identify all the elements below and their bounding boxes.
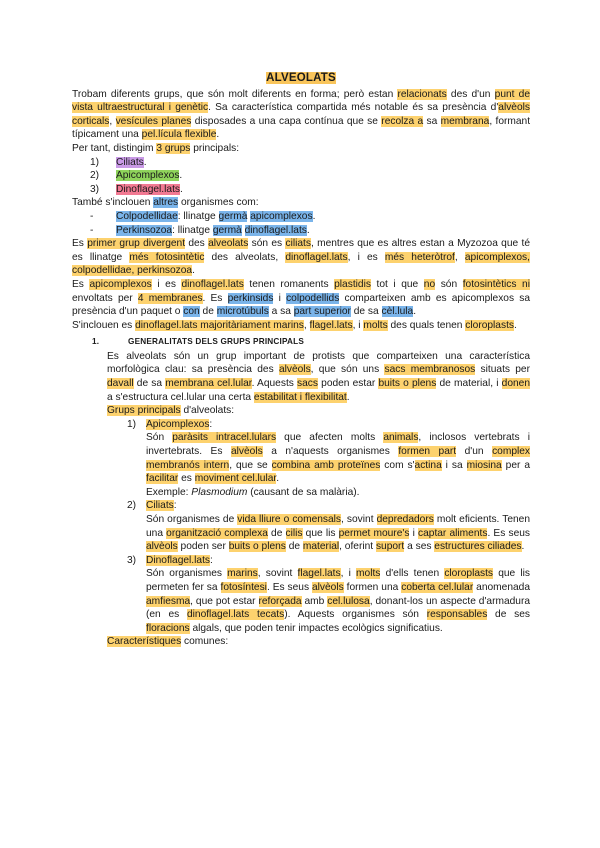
- text-run: Es alveolats són un grup important de protists que comparteixen una característica morfològica clau: sa presència des: [107, 350, 530, 376]
- highlighted-term: paràsits intracel.lulars: [172, 432, 277, 444]
- highlighted-term: floracions: [146, 622, 190, 634]
- text-run: .: [180, 183, 183, 195]
- also-intro-line: [72, 196, 530, 210]
- highlighted-term: vida lliure o comensals: [237, 514, 342, 525]
- text-run: algals, que poden tenir impactes ecològics significatius.: [189, 622, 443, 634]
- highlighted-term: donen: [501, 378, 530, 390]
- text-run: .: [192, 265, 195, 277]
- highlighted-term: Ciliats: [116, 156, 144, 168]
- highlighted-term: més heteròtrof: [384, 251, 455, 263]
- text-run: i: [409, 527, 419, 539]
- highlighted-term: vesícules planes: [115, 115, 192, 127]
- also-list: [72, 210, 530, 237]
- list-item: [72, 224, 530, 238]
- text-run: . Es seus: [266, 581, 312, 593]
- text-run: .: [413, 306, 417, 318]
- text-run: són es: [248, 238, 286, 250]
- section-paragraph: [72, 350, 530, 404]
- subgroup-ciliats-body: [72, 513, 530, 554]
- highlighted-term: dinoflagel.lats majoritàriament marins: [135, 319, 304, 331]
- highlighted-term: combina amb proteïnes: [271, 459, 381, 471]
- text-run: .: [312, 210, 316, 222]
- text-run: i sa: [441, 459, 467, 471]
- highlighted-term: alveolats: [208, 238, 249, 250]
- highlighted-term: Dinoflagel.lats: [116, 183, 180, 195]
- section-heading: 1. GENERALITATS DELS GRUPS PRINCIPALS: [92, 337, 305, 347]
- highlighted-term: flagel.lats: [309, 319, 353, 331]
- highlighted-term: colpodellids: [286, 292, 340, 304]
- highlighted-term: plastidis: [334, 278, 371, 290]
- text-run: a s'estructura cel.lular una certa: [107, 391, 254, 403]
- highlighted-term: depredadors: [376, 514, 434, 525]
- highlighted-term: buits o plens: [378, 378, 437, 390]
- highlighted-term: pel.lícula flexible: [141, 129, 217, 141]
- common-features-line: [72, 635, 530, 649]
- text-run: : llinatge: [172, 224, 213, 236]
- text-run: anomenada: [473, 581, 530, 593]
- list-marker: 2): [90, 170, 100, 182]
- text-run: formen una: [343, 581, 402, 593]
- text-run: poden ser: [177, 541, 229, 553]
- highlighted-term: altres: [153, 197, 179, 209]
- text-run: tot i que: [370, 278, 424, 290]
- highlighted-term: cloroplasts: [444, 568, 494, 580]
- intro-paragraph: [72, 88, 530, 142]
- text-run: de: [199, 306, 217, 318]
- text-run: des d'un: [446, 88, 495, 100]
- subgroup-apicomplexos-body: [72, 431, 530, 485]
- highlighted-term: 4 membranes: [137, 292, 203, 304]
- text-run: es: [178, 473, 195, 485]
- highlighted-term: actina: [414, 459, 442, 471]
- highlighted-term: buits o plens: [228, 541, 286, 553]
- highlighted-term: coberta cel.lular: [401, 581, 474, 593]
- text-run: Són organismes: [146, 568, 228, 580]
- text-run: , i es: [347, 251, 385, 263]
- highlighted-term: Ciliats: [146, 500, 174, 512]
- text-run: comparteixen amb es apicomplexos sa presència d'un paquet o: [72, 292, 530, 318]
- highlighted-term: germà: [218, 210, 248, 222]
- text-run: :: [210, 554, 213, 566]
- text-run: Per tant, distingim: [72, 142, 157, 154]
- highlighted-term: flagel.lats: [297, 568, 341, 580]
- highlighted-term: alvèols corticals: [72, 102, 530, 127]
- highlighted-term: dinoflagel.lats: [181, 278, 244, 290]
- highlighted-term: Apicomplexos: [116, 170, 180, 182]
- subgroup-dinoflagellats-heading: 3) Dinoflagel.lats:: [127, 554, 213, 566]
- highlighted-term: miosina: [466, 459, 502, 471]
- text-run: S'inclouen es: [72, 319, 136, 331]
- highlighted-term: dinoflagel.lats tecats: [186, 609, 285, 621]
- text-run: de sa: [350, 306, 382, 318]
- text-run: sa: [423, 115, 441, 127]
- highlighted-term: animals: [383, 432, 419, 444]
- highlighted-term: relacionats: [397, 88, 447, 100]
- text-run: que afecten molts: [276, 432, 384, 444]
- highlighted-term: davall: [107, 378, 134, 390]
- list-item: [72, 169, 530, 183]
- text-run: :: [209, 418, 213, 430]
- highlighted-term: apicomplexos: [250, 210, 313, 222]
- highlighted-term: Característiques: [107, 636, 182, 648]
- text-run: ,: [454, 251, 465, 263]
- text-run: , inclosos vertebrats i invertebrats. Es: [146, 432, 530, 458]
- highlighted-term: moviment cel.lular: [194, 473, 277, 485]
- highlighted-term: primer grup divergent: [87, 238, 186, 250]
- text-run: amb: [301, 595, 328, 607]
- highlighted-term: suport: [375, 541, 405, 553]
- list-item: [72, 183, 530, 197]
- text-run: .: [179, 170, 183, 182]
- text-run: , donant-los un aspecte d'armadura (en es: [146, 595, 531, 621]
- text-run: . Es seus: [487, 527, 531, 539]
- main-groups-line: [72, 404, 530, 418]
- groups-intro-line: [72, 142, 530, 156]
- highlighted-term: estructures ciliades: [434, 541, 522, 553]
- list-marker: -: [90, 210, 94, 222]
- text-run: Es: [72, 278, 90, 290]
- text-run: com s': [380, 459, 415, 471]
- highlighted-term: responsables: [426, 609, 488, 621]
- highlighted-term: Perkinsozoa: [116, 224, 173, 236]
- highlighted-term: sacs: [297, 378, 318, 390]
- text-run: , que pot estar: [190, 595, 259, 607]
- text-run: , que són uns: [310, 364, 385, 376]
- text-run: També s'inclouen: [72, 197, 154, 209]
- text-run: tenen romanents: [243, 278, 335, 290]
- subgroup-ciliats-heading: 2) Ciliats:: [127, 500, 177, 512]
- highlighted-term: fotosíntesi: [220, 581, 267, 593]
- highlighted-term: cel.lulosa: [327, 595, 370, 607]
- text-run: , mentres que es altres estan a Myzozoa que té es llinatge: [72, 238, 530, 263]
- text-run: de ses: [487, 609, 530, 621]
- text-run: organismes com:: [178, 197, 259, 209]
- highlighted-term: facilitar: [146, 473, 179, 485]
- text-run: .: [276, 473, 280, 485]
- text-run: disposades a una capa contínua que se: [191, 115, 382, 127]
- highlighted-term: part superior: [293, 306, 351, 318]
- highlighted-term: microtúbuls: [216, 306, 269, 318]
- text-run: , oferint: [339, 541, 376, 553]
- text-run: a ses: [404, 541, 435, 553]
- groups-list: [72, 156, 530, 197]
- highlighted-term: sacs membranosos: [384, 364, 476, 376]
- subgroup-apicomplexos-example: Exemple: Plasmodium (causant de sa malària).: [146, 486, 360, 498]
- text-run: des: [185, 238, 209, 250]
- highlighted-term: alvèols: [230, 446, 263, 458]
- text-run: , formant típicament una: [72, 115, 531, 141]
- text-run: poden estar: [317, 378, 379, 390]
- text-run: ,: [303, 319, 310, 331]
- highlighted-term: perkinsids: [227, 292, 274, 304]
- text-run: a sa: [268, 306, 294, 318]
- text-run: .: [143, 156, 147, 168]
- plastids-paragraph: [72, 278, 530, 319]
- text-run: molt eficients. Tenen una: [146, 514, 531, 539]
- highlighted-term: material: [302, 541, 340, 553]
- text-run: ). Aquests organismes són: [284, 609, 427, 621]
- page-title: ALVEOLATS: [266, 72, 336, 84]
- highlighted-term: apicomplexos: [89, 278, 152, 290]
- text-run: .: [514, 319, 517, 331]
- highlighted-term: més fotosintètic: [129, 251, 205, 263]
- text-run: . Es: [202, 292, 228, 304]
- highlighted-term: formen part: [398, 446, 457, 458]
- highlighted-term: alvèols: [146, 541, 178, 553]
- text-run: . Aquests: [251, 378, 298, 390]
- highlighted-term: marins: [227, 568, 258, 580]
- highlighted-term: no: [423, 278, 436, 290]
- text-run: . Sa característica compartida més notable és sa presència d': [208, 102, 499, 114]
- text-run: situats per: [475, 364, 530, 376]
- highlighted-term: complex membranós intern: [146, 446, 531, 471]
- subgroup-dinoflagellats-body: [72, 567, 530, 635]
- text-run: de: [285, 541, 303, 553]
- text-run: per a: [501, 459, 531, 471]
- list-marker: -: [90, 224, 94, 236]
- highlighted-term: Dinoflagel.lats: [146, 554, 210, 566]
- list-marker: 1): [90, 156, 100, 168]
- text-run: són: [435, 278, 463, 290]
- text-run: .: [346, 391, 350, 403]
- highlighted-term: ciliats: [285, 238, 311, 250]
- text-run: , que se: [229, 459, 272, 471]
- text-run: i es: [151, 278, 182, 290]
- highlighted-term: permet moure's: [338, 527, 410, 539]
- list-marker: 3): [90, 183, 100, 195]
- text-run: , sovint: [257, 568, 298, 580]
- text-run: : llinatge: [177, 210, 219, 222]
- highlighted-term: Apicomplexos: [146, 418, 210, 430]
- highlighted-term: dinoflagel.lats: [285, 251, 348, 263]
- highlighted-term: Grups principals: [107, 405, 181, 417]
- highlighted-term: membrana: [440, 115, 490, 127]
- highlighted-term: molts: [363, 319, 388, 331]
- highlighted-term: alvèols: [278, 364, 311, 376]
- text-run: ,: [109, 115, 116, 127]
- subgroup-apicomplexos-heading: 1) Apicomplexos:: [127, 418, 213, 430]
- text-run: Són: [146, 432, 173, 444]
- highlighted-term: molts: [356, 568, 381, 580]
- text-run: i: [273, 292, 287, 304]
- text-run: Es: [72, 238, 88, 250]
- text-run: comunes:: [181, 636, 229, 648]
- text-run: de sa: [133, 378, 166, 390]
- highlighted-term: fotosintètics ni: [462, 278, 530, 290]
- text-run: des alveolats,: [204, 251, 286, 263]
- highlighted-term: organització complexa: [166, 527, 268, 539]
- highlighted-term: apicomplexos, colpodellidae, perkinsozoa: [72, 251, 530, 277]
- highlighted-term: con: [183, 306, 200, 318]
- document-page: [72, 72, 530, 649]
- text-run: envoltats per: [72, 292, 138, 304]
- text-run: d'alveolats:: [180, 405, 235, 417]
- highlighted-term: dinoflagel.lats: [244, 224, 307, 236]
- text-run: .: [306, 224, 310, 236]
- highlighted-term: Colpodellidae: [116, 210, 178, 222]
- text-run: de material, i: [436, 378, 502, 390]
- list-item: [72, 210, 530, 224]
- text-run: a n'aquests organismes: [262, 446, 399, 458]
- text-run: Trobam diferents grups, que són molt diferents en forma; però estan: [72, 88, 398, 100]
- highlighted-term: estabilitat i flexibilitat: [253, 391, 347, 403]
- text-run: , i: [352, 319, 364, 331]
- highlighted-term: cilis: [285, 527, 303, 539]
- text-run: , i: [340, 568, 357, 580]
- highlighted-term: amfiesma: [146, 595, 191, 607]
- highlighted-term: cloroplasts: [465, 319, 514, 331]
- text-run: Són organismes de: [146, 514, 238, 525]
- highlighted-term: captar aliments: [418, 527, 488, 539]
- divergence-paragraph: [72, 237, 530, 278]
- highlighted-term: punt de vista ultraestructural i genètic: [72, 88, 531, 114]
- text-run: d'un: [456, 446, 493, 458]
- highlighted-term: alvèols: [311, 581, 344, 593]
- text-run: principals:: [190, 142, 240, 154]
- highlighted-term: recolza a: [381, 115, 424, 127]
- text-run: des quals tenen: [387, 319, 466, 331]
- text-run: que lis: [302, 527, 339, 539]
- text-run: , sovint: [341, 514, 377, 525]
- text-run: .: [521, 541, 525, 553]
- text-run: d'ells tenen: [380, 568, 445, 580]
- text-run: de: [267, 527, 286, 539]
- highlighted-term: reforçada: [258, 595, 302, 607]
- highlighted-term: membrana cel.lular: [165, 378, 252, 390]
- list-item: [72, 156, 530, 170]
- dinoflagellates-paragraph: [72, 319, 530, 333]
- highlighted-term: germà: [212, 224, 242, 236]
- text-run: .: [216, 129, 220, 141]
- text-run: que lis permeten fer sa: [146, 568, 531, 593]
- highlighted-term: 3 grups: [156, 142, 191, 154]
- highlighted-term: cèl.lula: [381, 306, 414, 318]
- text-run: :: [173, 500, 177, 512]
